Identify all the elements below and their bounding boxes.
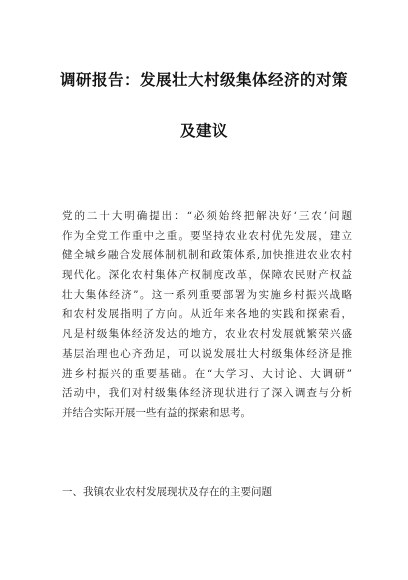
section-heading: 一、我镇农业农村发展现状及存在的主要问题: [62, 486, 272, 498]
paragraph-line: 作为全党工作重中之重。要坚持农业农村优先发展，建立: [62, 229, 352, 242]
paragraph-line: 基层治理也心齐劲足，可以说发展壮大村级集体经济是推: [62, 347, 352, 360]
paragraph-line: 活动中，我们对村级集体经济现状进行了深入调查与分析: [62, 387, 352, 400]
paragraph-line: 健全城乡融合发展体制机制和政策体系,加快推进农业农村: [62, 249, 352, 262]
paragraph-line: 进乡村振兴的重要基础。在“大学习、大讨论、大调研”: [62, 367, 352, 380]
paragraph-line: 和农村发展指明了方向。从近年来各地的实践和探索看，: [62, 308, 352, 321]
paragraph-line: 并结合实际开展一些有益的探索和思考。: [62, 406, 251, 419]
document-title-line-1: 调研报告：发展壮大村级集体经济的对策: [59, 71, 348, 89]
paragraph-line: 党的二十大明确提出：“必须始终把解决好‘三农’问题: [62, 210, 352, 222]
body-paragraph: [62, 207, 352, 424]
paragraph-line: 壮大集体经济”。这一系列重要部署为实施乡村振兴战略: [62, 288, 352, 301]
document-title-line-2: 及建议: [179, 122, 228, 140]
paragraph-line: 现代化。深化农村集体产权制度改革，保障农民财产权益: [62, 269, 352, 282]
paragraph-line: 凡是村级集体经济发达的地方，农业农村发展就繁荣兴盛: [62, 328, 352, 341]
